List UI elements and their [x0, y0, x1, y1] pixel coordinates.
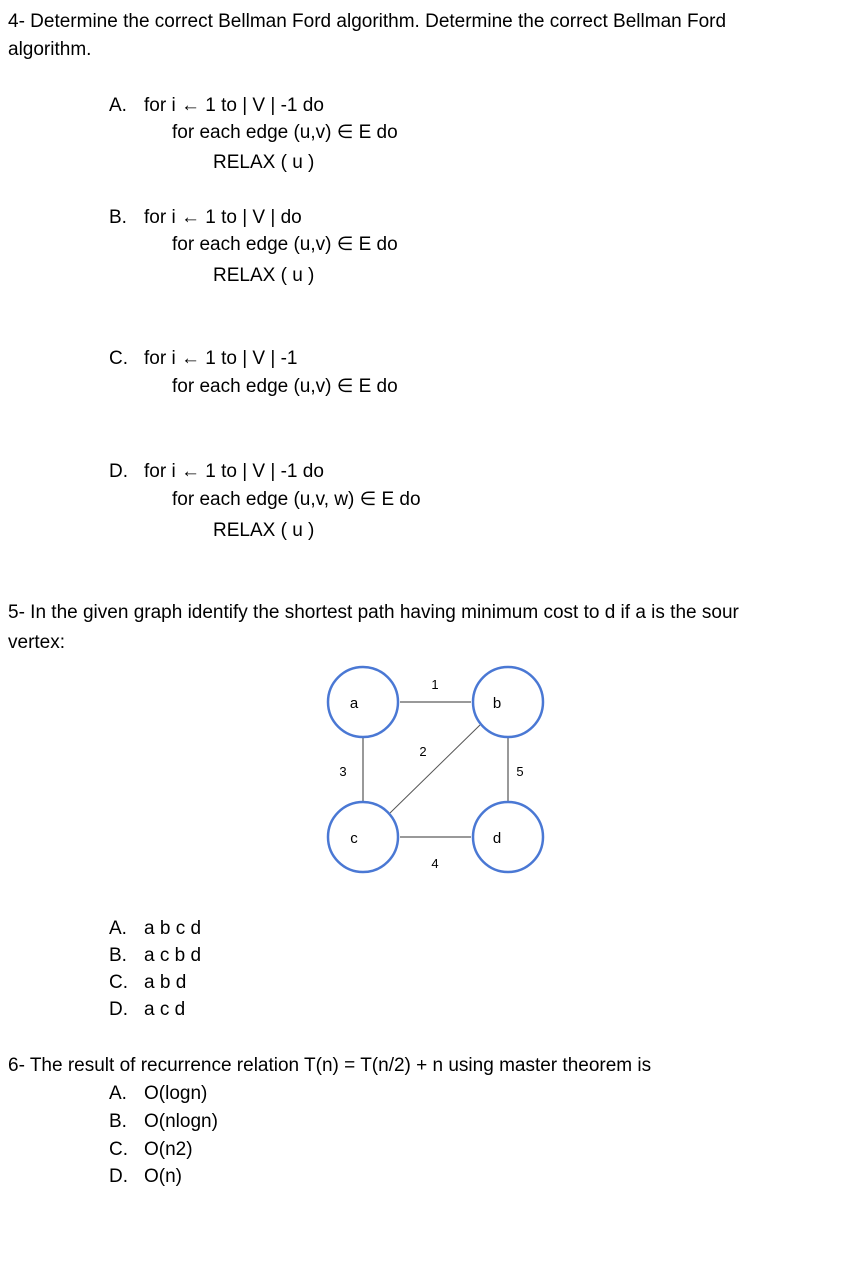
q5-option-c-text: a b d — [144, 972, 187, 993]
q5-option-b-text: a c b d — [144, 945, 202, 966]
node-a — [328, 667, 398, 737]
q6-option-a-letter: A. — [109, 1083, 127, 1104]
q4-option-d-line1: for i ← 1 to | V | -1 do — [144, 461, 324, 482]
q4-option-a-line2: for each edge (u,v) ∈ E do — [172, 122, 398, 143]
q4-option-b-line2: for each edge (u,v) ∈ E do — [172, 234, 398, 255]
q4-option-c-line1: for i ← 1 to | V | -1 — [144, 348, 298, 369]
q4-option-c-line2: for each edge (u,v) ∈ E do — [172, 376, 398, 397]
q4-option-b-line3: RELAX ( u ) — [213, 265, 315, 286]
q5-option-b-letter: B. — [109, 945, 127, 966]
q5-option-a-letter: A. — [109, 918, 127, 939]
weight-bd-label: 5 — [516, 764, 524, 779]
node-d — [473, 802, 543, 872]
q6-option-a-text: O(logn) — [144, 1083, 208, 1104]
q4-option-b-line1: for i ← 1 to | V | do — [144, 207, 302, 228]
node-c-label: c — [350, 830, 358, 847]
q6-title: 6- The result of recurrence relation T(n) = T(n/2) + n using master theorem is — [8, 1055, 652, 1076]
weight-ac-label: 3 — [339, 764, 347, 779]
q4-option-d-letter: D. — [109, 461, 128, 482]
edge-c-b — [390, 725, 480, 813]
q6-option-c-text: O(n2) — [144, 1139, 193, 1160]
weight-cb-label: 2 — [419, 744, 427, 759]
q4-option-d-line3: RELAX ( u ) — [213, 520, 315, 541]
weight-ab-label: 1 — [431, 677, 439, 692]
q4-option-a-letter: A. — [109, 95, 127, 116]
q6-option-d-letter: D. — [109, 1166, 128, 1187]
q4-option-c-letter: C. — [109, 348, 128, 369]
node-d-label: d — [492, 830, 502, 847]
q4-option-a-line3: RELAX ( u ) — [213, 152, 315, 173]
q5-title-line2: vertex: — [8, 632, 66, 653]
q5-title-line1: 5- In the given graph identify the shortest path having minimum cost to d if a is the sour — [8, 602, 739, 623]
node-b-label: b — [492, 695, 502, 712]
q6-option-b-letter: B. — [109, 1111, 127, 1132]
node-a-label: a — [349, 695, 359, 712]
q4-option-a-line1: for i ← 1 to | V | -1 do — [144, 95, 324, 116]
q5-option-d-letter: D. — [109, 999, 128, 1020]
q6-option-b-text: O(nlogn) — [144, 1111, 218, 1132]
q4-title-line2: algorithm. — [8, 39, 92, 60]
q5-option-c-letter: C. — [109, 972, 128, 993]
q5-option-a-text: a b c d — [144, 918, 202, 939]
weight-cd-label: 4 — [431, 856, 439, 871]
node-c — [328, 802, 398, 872]
node-b — [473, 667, 543, 737]
q4-title-line1: 4- Determine the correct Bellman Ford algorithm. Determine the correct Bellman Ford — [8, 11, 727, 32]
q6-option-d-text: O(n) — [144, 1166, 182, 1187]
q4-option-d-line2: for each edge (u,v, w) ∈ E do — [172, 489, 421, 510]
q4-option-b-letter: B. — [109, 207, 127, 228]
q6-option-c-letter: C. — [109, 1139, 128, 1160]
q5-option-d-text: a c d — [144, 999, 186, 1020]
